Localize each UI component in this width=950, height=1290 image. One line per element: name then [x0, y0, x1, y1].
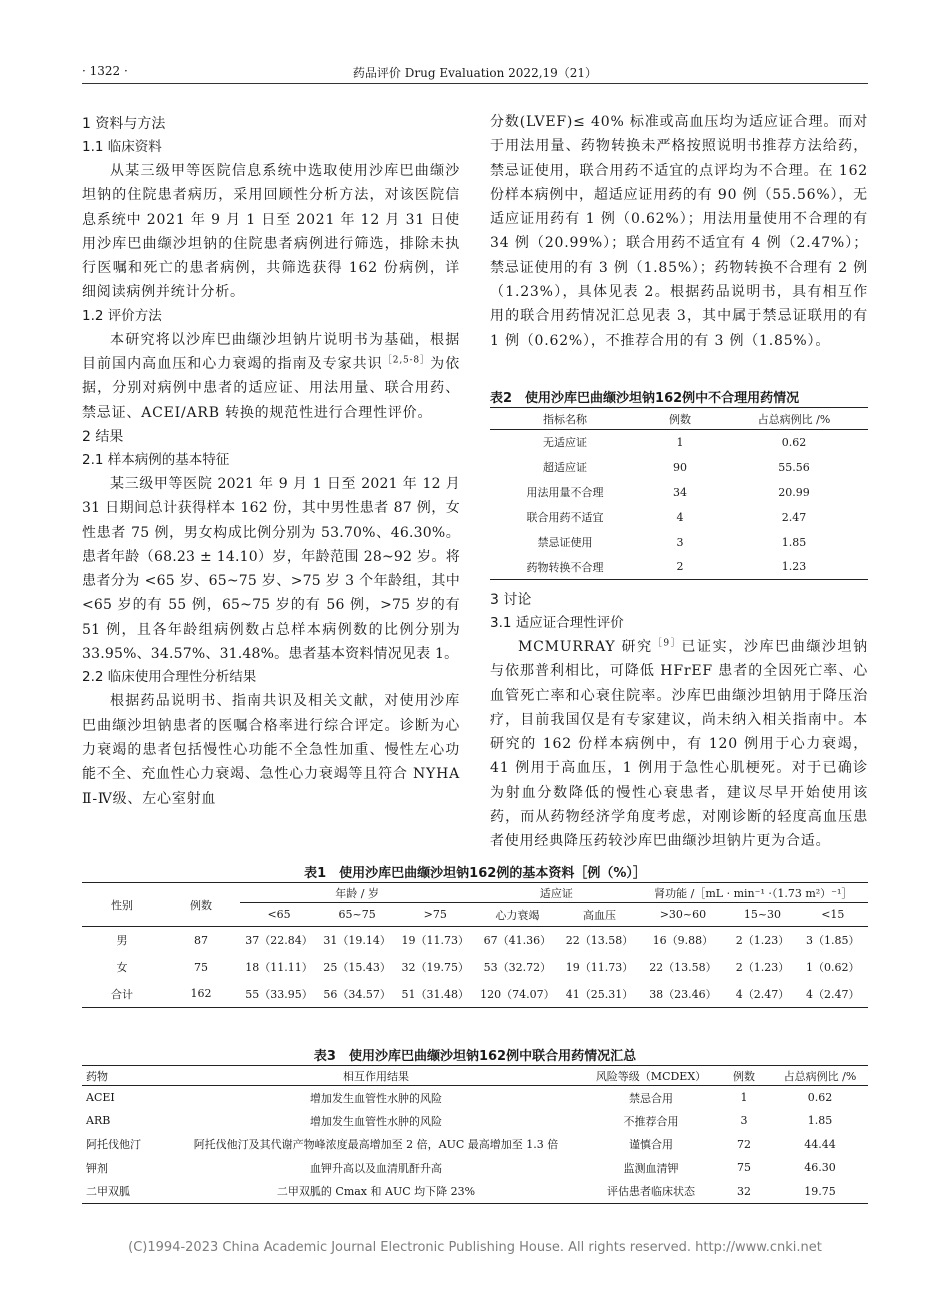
table-cell: 谨慎合用: [629, 1138, 673, 1152]
table-1-subheader: <65: [240, 903, 318, 927]
table-row: [490, 555, 868, 580]
table-cell: 87: [194, 933, 208, 947]
table-cell: 评估患者临床状态: [607, 1185, 695, 1198]
citation-ref: ［2,5-8］: [382, 355, 431, 366]
table-1-header-row: [82, 883, 868, 903]
table-2-header: 指标名称: [490, 408, 640, 430]
table-1-grid: [82, 882, 868, 1008]
section-3-title: 3 讨论: [490, 592, 532, 608]
table-cell: 2（1.23）: [735, 934, 790, 948]
table-cell: 女: [116, 961, 128, 974]
table-row: [490, 530, 868, 555]
table-cell: 20.99: [778, 485, 810, 499]
table-cell: 19.75: [804, 1184, 836, 1198]
table-cell: 31（19.14）: [323, 934, 391, 948]
table-cell: 4（2.47）: [735, 987, 790, 1001]
table-1-subheader: 65~75: [318, 903, 396, 927]
table-cell: 男: [116, 934, 128, 948]
table-3-header: 风险等级（MCDEX）: [586, 1066, 716, 1086]
table-2-caption: 表2 使用沙库巴曲缬沙坦钠162例中不合理用药情况: [490, 391, 800, 406]
table-cell: 19（11.73）: [565, 961, 634, 974]
section-1-title: 1 资料与方法: [82, 116, 166, 132]
table-cell: 0.62: [807, 1091, 833, 1104]
table-cell: 3: [740, 1114, 748, 1128]
table-1-subheader: 15~30: [727, 903, 797, 927]
citation-ref: ［9］: [652, 638, 682, 649]
table-cell: 53（32.72）: [483, 961, 552, 974]
table-1-subheader: 心力衰竭: [474, 903, 560, 927]
table-cell: 增加发生血管性水肿的风险: [310, 1091, 442, 1105]
section-3-1-title: 3.1 适应证合理性评价: [490, 615, 624, 631]
table-3-header: 相互作用结果: [166, 1066, 586, 1086]
section-3-1-text: [490, 635, 868, 854]
section-3-1-text-a: MCMURRAY 研究: [518, 639, 653, 655]
table-cell: 联合用药不适宜: [526, 511, 604, 524]
table-row: [82, 954, 868, 981]
table-cell: 75: [194, 960, 208, 974]
table-cell: 增加发生血管性水肿的风险: [310, 1114, 442, 1128]
table-cell: 3（1.85）: [806, 934, 860, 948]
table-cell: 44.44: [804, 1137, 836, 1151]
section-1-2-text-b: 为依据，分别对病例中患者的适应证、用法用量、联合用药、禁忌证、ACEI/ARB 转换的规范性进行合理性评价。: [82, 356, 461, 421]
table-cell: 38（23.46）: [649, 987, 717, 1001]
table-row: [490, 480, 868, 505]
table-cell: 药物转换不合理: [526, 560, 604, 574]
section-1-1-text: 从某三级甲等医院信息系统中选取使用沙库巴曲缬沙坦钠的住院患者病历，采用回顾性分析方法，对该医院信息系统中 2021 年 9 月 1 日至 2021 年 12 月 31 日使用沙库巴曲缬沙坦钠的住院患者病例进行筛选，排除未执行医嘱和死亡的患者病例，共筛选获得 162 份病例，详细阅读病例并统计分析。: [82, 163, 460, 301]
table-cell: 4（2.47）: [806, 987, 860, 1001]
table-cell: 1（0.62）: [806, 961, 860, 974]
table-3-header: 占总病例比 /%: [772, 1066, 868, 1086]
table-cell: 1: [740, 1091, 748, 1104]
table-cell: 二甲双胍的 Cmax 和 AUC 均下降 23%: [276, 1185, 476, 1198]
section-3-block: [490, 588, 868, 854]
table-cell: 3: [676, 535, 684, 549]
table-cell: 16（9.88）: [652, 934, 714, 948]
table-cell: 120（74.07）: [480, 987, 555, 1001]
table-cell: 1.23: [781, 560, 807, 574]
table-1-subheader: <15: [798, 903, 868, 927]
table-1-header-renal: 肾功能 /［mL · min⁻¹ ·（1.73 m²）⁻¹］: [639, 883, 868, 903]
table-3-caption: 表3 使用沙库巴曲缬沙坦钠162例中联合用药情况汇总: [313, 1049, 637, 1064]
table-3-grid: [82, 1065, 868, 1204]
right-column: [490, 110, 868, 850]
table-cell: 超适应证: [543, 461, 587, 474]
section-3-1-text-b: 已证实，沙库巴曲缬沙坦钠与依那普利相比，可降低 HFrEF 患者的全因死亡率、心血管死亡率和心衰住院率。沙库巴曲缬沙坦钠用于降压治疗，目前我国仅是有专家建议，尚未纳入相关指南中。本研究的 162 份样本病例中，有 120 例用于心力衰竭，41 例用于高血压，1 例用于急性心肌梗死。对于已确诊为射血分数降低的慢性心衰患者，建议尽早开始使用该药，而从药物经济学角度考虑，对刚诊断的轻度高血压患者使用经典降压药较沙库巴曲缬沙坦钠片更为合适。: [490, 639, 868, 850]
table-cell: 90: [673, 460, 687, 474]
table-cell: 22（13.58）: [565, 934, 634, 948]
table-cell: 2: [676, 560, 684, 574]
table-cell: 合计: [111, 987, 133, 1001]
table-1-caption: 表1 使用沙库巴曲缬沙坦钠162例的基本资料［例（%）］: [304, 866, 646, 881]
table-cell: 51（31.48）: [401, 987, 469, 1001]
table-cell: 19（11.73）: [401, 934, 469, 948]
table-cell: 2（1.23）: [735, 961, 790, 974]
table-cell: 18（11.11）: [245, 961, 313, 974]
table-row: [490, 455, 868, 480]
section-1-2-text: [82, 328, 460, 425]
page-header: [82, 62, 868, 84]
section-2-1-text: 某三级甲等医院 2021 年 9 月 1 日至 2021 年 12 月 31 日期间总计获得样本 162 份，其中男性患者 87 例，女性患者 75 例，男女构成比例分别为 53.70%、46.30%。患者年龄（68.23 ± 14.10）岁，年龄范围 28~92 岁。将患者分为 <65 岁、65~75 岁、>75 岁 3 个年龄组，其中 <65 岁的有 55 例，65~75 岁的有 56 例，>75 岁的有 51 例，且各年龄组病例数占总样本病例数的比例分别为 33.95%、34.57%、31.48%。患者基本资料情况见表 1。: [82, 475, 460, 663]
table-cell: 37（22.84）: [245, 934, 313, 948]
table-1-subheader: 高血压: [560, 903, 638, 927]
table-cell: 钾剂: [86, 1161, 108, 1175]
table-cell: 55.56: [778, 460, 810, 474]
table-cell: 阿托伐他汀: [86, 1138, 141, 1152]
table-2-header-row: [490, 408, 868, 430]
copyright-footer: (C)1994-2023 China Academic Journal Electronic Publishing House. All rights reserved. http://www.cnki.net: [128, 1240, 822, 1255]
table-row: [82, 927, 868, 954]
table-cell: ACEI: [86, 1091, 115, 1104]
table-1-header-age: 年龄 / 岁: [240, 883, 474, 903]
table-cell: 不推荐合用: [623, 1114, 679, 1128]
table-2-header: 占总病例比 /%: [720, 408, 868, 430]
table-cell: 32（19.75）: [401, 961, 469, 974]
table-cell: 1: [676, 435, 684, 449]
section-1-1-title: 1.1 临床资料: [82, 139, 162, 155]
table-row: [82, 1086, 868, 1110]
table-3-header-row: [82, 1066, 868, 1086]
section-2-2-continued: 分数(LVEF)≤ 40% 标准或高血压均为适应证合理。而对于用法用量、药物转换未严格按照说明书推荐方法给药，禁忌证使用，联合用药不适宜的点评均为不合理。在 162 份样本病例中，超适应证用药的有 90 例（55.56%），无适应证用药有 1 例（0.62%）；用法用量使用不合理的有 34 例（20.99%）；联合用药不适宜有 4 例（2.47%）；禁忌证使用的有 3 例（1.85%）；药物转换不合理有 2 例（1.23%），具体见表 2。根据药品说明书，具有相互作用的联合用药情况汇总见表 3，其中属于禁忌证联用的有 1 例（0.62%），不推荐合用的有 3 例（1.85%）。: [490, 114, 868, 349]
table-cell: 22（13.58）: [649, 961, 717, 974]
table-cell: 二甲双胍: [86, 1185, 130, 1198]
table-cell: 34: [673, 485, 687, 499]
table-2-header: 例数: [640, 408, 720, 430]
table-cell: ARB: [86, 1114, 111, 1128]
table-row: [82, 1156, 868, 1180]
table-2-grid: [490, 407, 868, 580]
table-cell: 1.85: [807, 1114, 833, 1128]
table-cell: 无适应证: [543, 436, 587, 450]
table-cell: 25（15.43）: [323, 961, 391, 974]
table-cell: 监测血清钾: [623, 1161, 679, 1175]
table-cell: 41（25.31）: [565, 987, 634, 1001]
table-1-header-sex: 性别: [82, 883, 162, 927]
journal-title: 药品评价 Drug Evaluation 2022,19（21）: [352, 66, 598, 80]
table-2: [490, 391, 868, 580]
table-cell: 1.85: [781, 535, 807, 549]
table-cell: 禁忌证使用: [537, 536, 593, 549]
table-cell: 用法用量不合理: [526, 486, 604, 499]
table-3-header: 例数: [716, 1066, 772, 1086]
table-row: [82, 1109, 868, 1133]
table-row: [82, 1133, 868, 1157]
table-cell: 75: [737, 1161, 751, 1175]
table-1-header-count: 例数: [162, 883, 240, 927]
section-2-2-title: 2.2 临床使用合理性分析结果: [82, 669, 257, 686]
table-cell: 2.47: [781, 510, 807, 524]
table-cell: 67（41.36）: [483, 934, 552, 948]
section-2-2-text: 根据药品说明书、指南共识及相关文献，对使用沙库巴曲缬沙坦钠患者的医嘱合格率进行综合评定。诊断为心力衰竭的患者包括慢性心功能不全急性加重、慢性左心功能不全、充血性心力衰竭、急性心力衰竭等且符合 NYHA Ⅱ-Ⅳ级、左心室射血: [82, 693, 460, 807]
table-cell: 阿托伐他汀及其代谢产物峰浓度最高增加至 2 倍，AUC 最高增加至 1.3 倍: [193, 1138, 559, 1152]
table-1-subheader: >30~60: [639, 903, 728, 927]
table-3-header: 药物: [82, 1066, 166, 1086]
left-column: [82, 112, 460, 811]
table-cell: 禁忌合用: [629, 1091, 673, 1105]
table-3: [82, 1065, 868, 1204]
table-cell: 0.62: [781, 435, 807, 449]
table-1-subheader: >75: [396, 903, 474, 927]
section-2-1-title: 2.1 样本病例的基本特征: [82, 451, 230, 468]
page-number: · 1322 ·: [82, 64, 128, 78]
section-2-title: 2 结果: [82, 428, 124, 445]
table-cell: 4: [676, 510, 684, 524]
table-1: [82, 882, 868, 1008]
table-cell: 162: [190, 987, 212, 1001]
table-row: [490, 430, 868, 455]
table-cell: 55（33.95）: [245, 987, 313, 1001]
table-cell: 血钾升高以及血清肌酐升高: [310, 1161, 442, 1175]
table-cell: 46.30: [804, 1161, 836, 1175]
table-row: [82, 1180, 868, 1204]
section-1-2-title: 1.2 评价方法: [82, 307, 162, 324]
table-cell: 32: [737, 1184, 751, 1198]
table-row: [490, 505, 868, 530]
table-row: [82, 981, 868, 1008]
table-1-header-indication: 适应证: [474, 883, 638, 903]
table-cell: 72: [737, 1137, 751, 1151]
table-cell: 56（34.57）: [323, 987, 391, 1001]
section-1-2-text-a: 本研究将以沙库巴曲缬沙坦钠片说明书为基础，根据目前国内高血压和心力衰竭的指南及专家共识: [82, 331, 460, 373]
